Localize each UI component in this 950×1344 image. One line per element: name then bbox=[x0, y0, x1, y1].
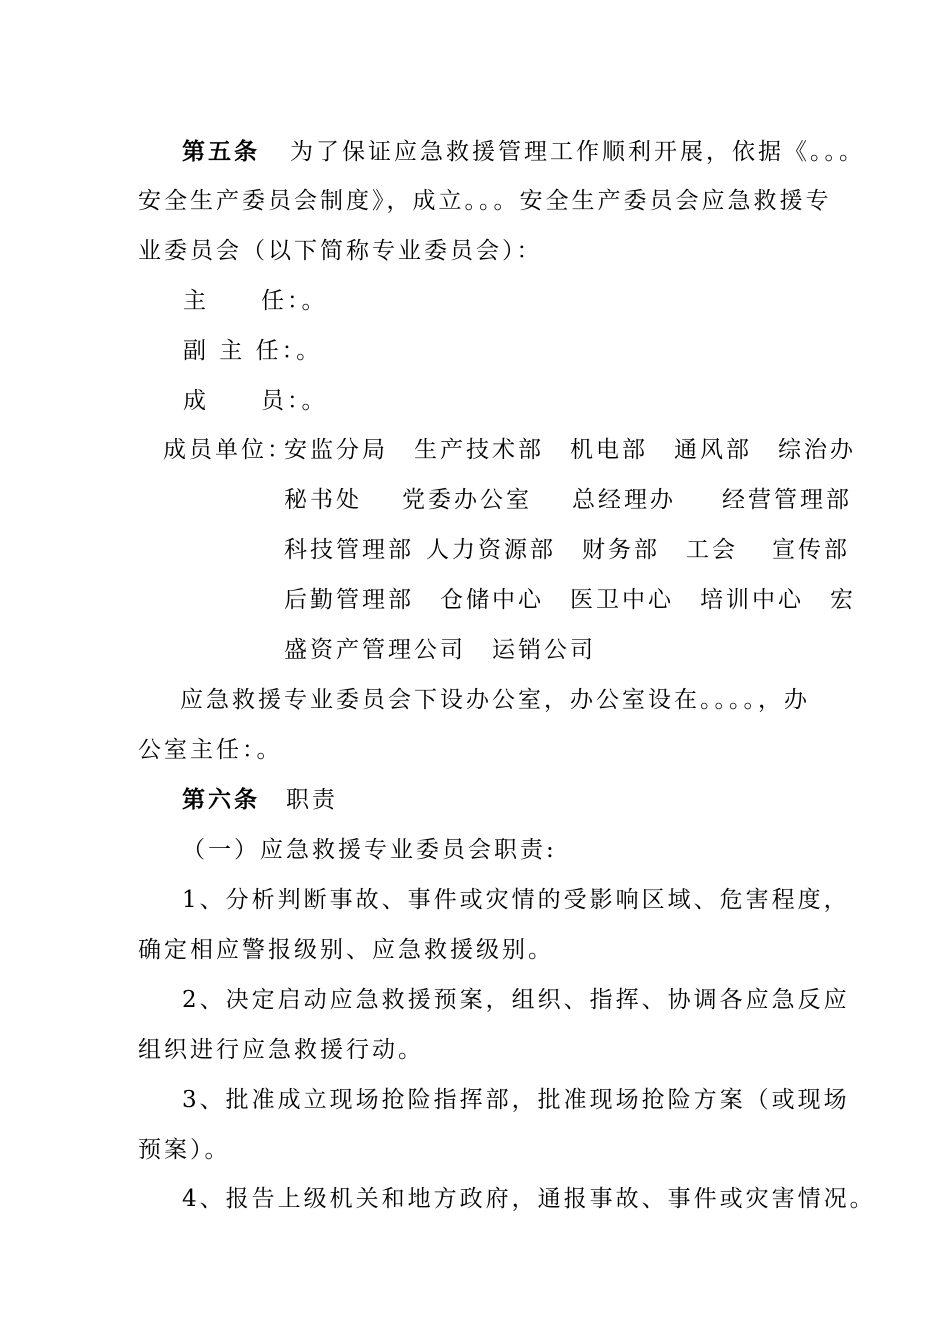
unit-item: 综治办 bbox=[778, 437, 856, 463]
unit-item: 财务部 bbox=[582, 537, 660, 563]
article-6-title: 职责 bbox=[286, 787, 338, 813]
unit-item: 党委办公室 bbox=[402, 487, 532, 513]
role-director: 主 任：。 bbox=[183, 288, 328, 314]
office-line-2: 公室主任：。 bbox=[138, 737, 283, 763]
unit-item: 生产技术部 bbox=[414, 437, 544, 463]
duty-3-line-2: 预案）。 bbox=[138, 1137, 231, 1163]
article-6-label: 第六条 bbox=[182, 787, 260, 813]
article-5-label: 第五条 bbox=[182, 139, 260, 165]
unit-item: 医卫中心 bbox=[570, 587, 674, 613]
unit-item: 科技管理部 bbox=[284, 537, 414, 563]
unit-item: 后勤管理部 bbox=[284, 587, 414, 613]
role-members: 成 员：。 bbox=[183, 388, 328, 414]
unit-item: 人力资源部 bbox=[426, 537, 556, 563]
duty-3-line-1: 3、批准成立现场抢险指挥部，批准现场抢险方案（或现场 bbox=[182, 1087, 850, 1113]
unit-item: 通风部 bbox=[674, 437, 752, 463]
unit-item: 培训中心 bbox=[700, 587, 804, 613]
unit-item: 总经理办 bbox=[572, 487, 676, 513]
article-5-text-1: 为了保证应急救援管理工作顺利开展，依据《。。。 bbox=[290, 139, 865, 165]
unit-item: 盛资产管理公司 bbox=[284, 637, 466, 663]
unit-item: 运销公司 bbox=[492, 637, 596, 663]
unit-item: 宏 bbox=[830, 587, 856, 613]
unit-item: 工会 bbox=[686, 537, 738, 563]
unit-item: 宣传部 bbox=[772, 537, 850, 563]
unit-item: 安监分局 bbox=[284, 437, 388, 463]
role-deputy-director: 副 主 任：。 bbox=[183, 338, 323, 364]
member-units-row-5 bbox=[284, 635, 596, 665]
duty-1-line-1: 1、分析判断事故、事件或灾情的受影响区域、危害程度， bbox=[182, 887, 850, 913]
unit-item: 机电部 bbox=[570, 437, 648, 463]
article-5-line-2: 安全生产委员会制度》，成立。。。安全生产委员会应急救援专 bbox=[138, 188, 832, 214]
article-6-heading bbox=[182, 785, 338, 815]
unit-item: 经营管理部 bbox=[722, 487, 852, 513]
article-5-line-3: 业委员会（以下简称专业委员会）： bbox=[138, 238, 543, 264]
unit-item: 秘书处 bbox=[284, 487, 362, 513]
duties-heading: （一）应急救援专业委员会职责: bbox=[182, 837, 557, 863]
duty-2-line-1: 2、决定启动应急救援预案，组织、指挥、协调各应急反应 bbox=[182, 987, 850, 1013]
duty-1-line-2: 确定相应警报级别、应急救援级别。 bbox=[138, 937, 554, 963]
member-units-row-2 bbox=[284, 485, 852, 515]
duty-4-line-1: 4、报告上级机关和地方政府，通报事故、事件或灾害情况。 bbox=[182, 1186, 876, 1212]
article-5-line-1 bbox=[182, 137, 865, 167]
office-line-1: 应急救援专业委员会下设办公室，办公室设在。。。。，办 bbox=[180, 687, 810, 713]
member-units-row-3 bbox=[284, 535, 850, 565]
duty-2-line-2: 组织进行应急救援行动。 bbox=[138, 1037, 424, 1063]
unit-item: 仓储中心 bbox=[440, 587, 544, 613]
member-units-label: 成员单位： bbox=[163, 437, 293, 463]
member-units-row-4 bbox=[284, 585, 856, 615]
member-units-row-1 bbox=[284, 435, 856, 465]
